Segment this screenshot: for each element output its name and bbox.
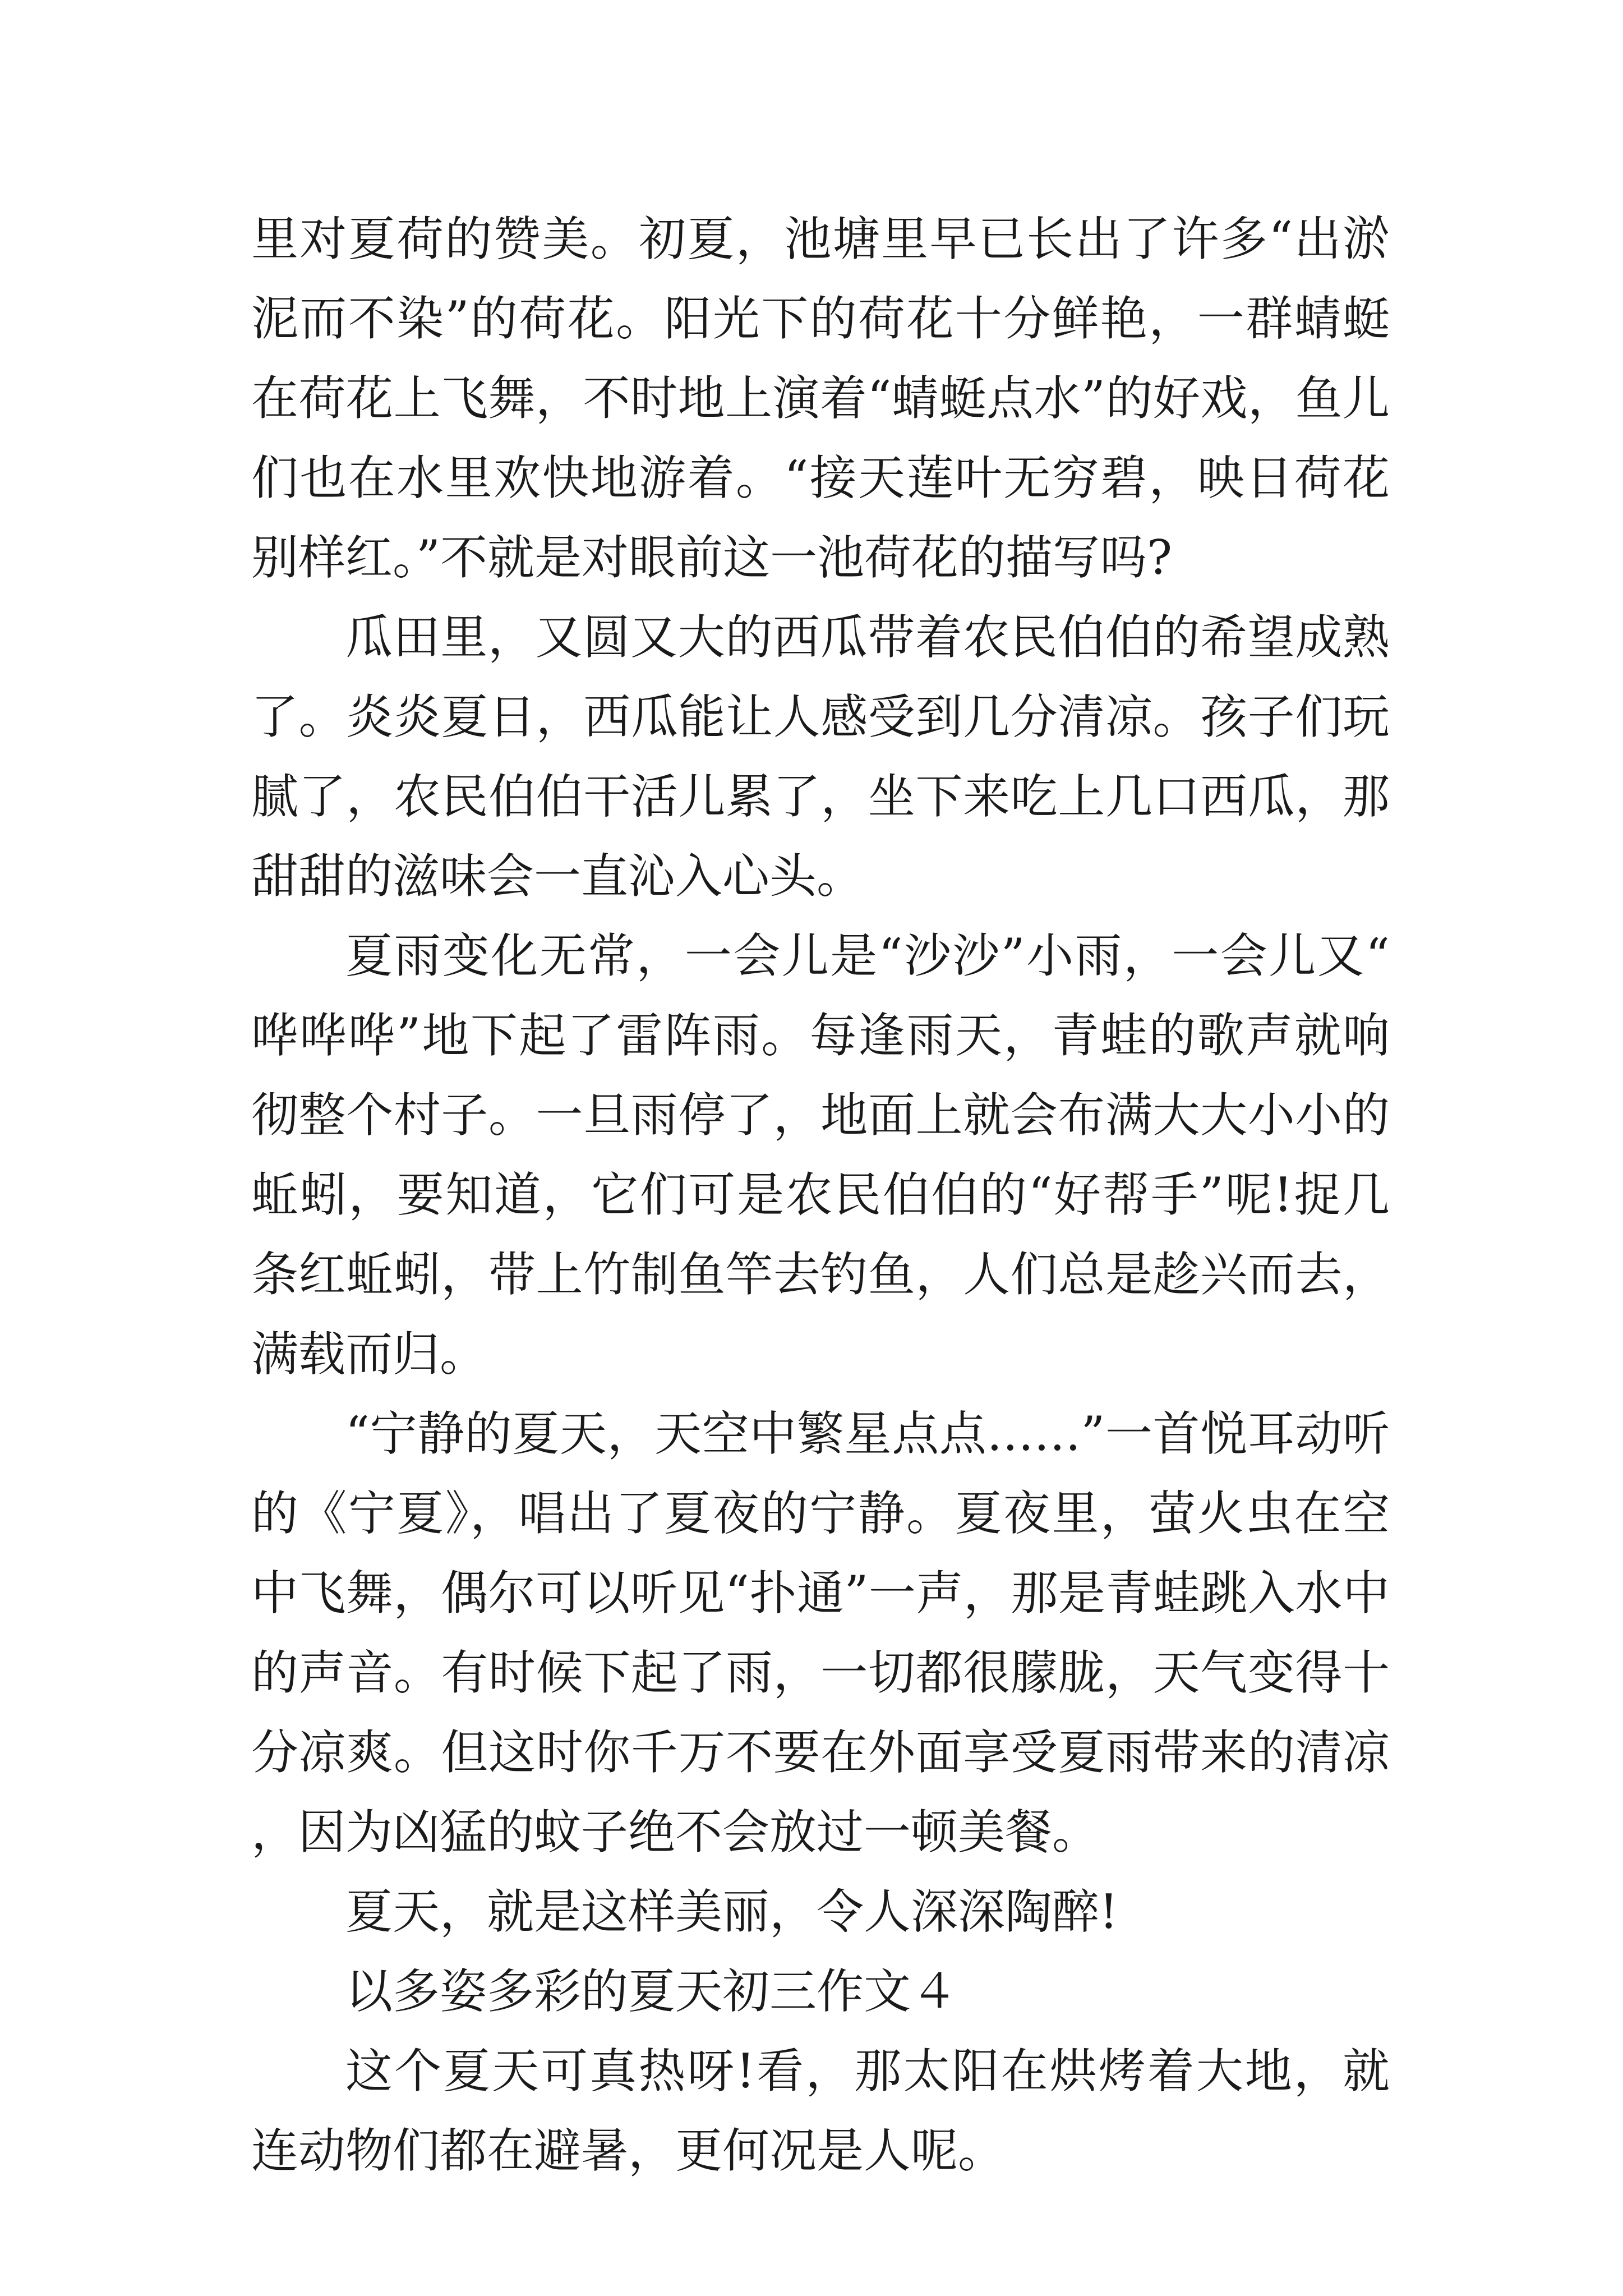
paragraph-essay-4-opening: 这个夏天可真热呀!看，那太阳在烘烤着大地，就连动物们都在避暑，更何况是人呢。 xyxy=(251,2044,1390,2178)
paragraph-watermelon: 瓜田里，又圆又大的西瓜带着农民伯伯的希望成熟了。炎炎夏日，西瓜能让人感受到几分清凉。孩子们玩腻了，农民伯伯干活儿累了，坐下来吃上几口西瓜，那甜甜的滋味会一直沁入心头。 xyxy=(251,610,1390,904)
paragraph-summer-rain: 夏雨变化无常，一会儿是“沙沙”小雨，一会儿又“哗哗哗”地下起了雷阵雨。每逢雨天，青蛙的歌声就响彻整个村子。一旦雨停了，地面上就会布满大大小小的蚯蚓，要知道，它们可是农民伯伯的“好帮手”呢!捉几条红蚯蚓，带上竹制鱼竿去钓鱼，人们总是趁兴而去，满载而归。 xyxy=(251,928,1390,1382)
essay-body xyxy=(251,199,1390,2191)
paragraph-summer-lotus: 里对夏荷的赞美。初夏，池塘里早已长出了许多“出淤泥而不染”的荷花。阳光下的荷花十分鲜艳，一群蜻蜓在荷花上飞舞，不时地上演着“蜻蜓点水”的好戏，鱼儿们也在水里欢快地游着。“接天莲叶无穷碧，映日荷花别样红。”不就是对眼前这一池荷花的描写吗? xyxy=(251,211,1390,585)
essay-title: 以多姿多彩的夏天初三作文４ xyxy=(345,1964,958,2019)
paragraph-summer-night: “宁静的夏天，天空中繁星点点……”一首悦耳动听的《宁夏》，唱出了夏夜的宁静。夏夜里，萤火虫在空中飞舞，偶尔可以听见“扑通”一声，那是青蛙跳入水中的声音。有时候下起了雨，一切都很朦胧，天气变得十分凉爽。但这时你千万不要在外面享受夏雨带来的清凉，因为凶猛的蚊子绝不会放过一顿美餐。 xyxy=(251,1406,1390,1860)
paragraph-conclusion: 夏天，就是这样美丽，令人深深陶醉! xyxy=(345,1884,1118,1939)
